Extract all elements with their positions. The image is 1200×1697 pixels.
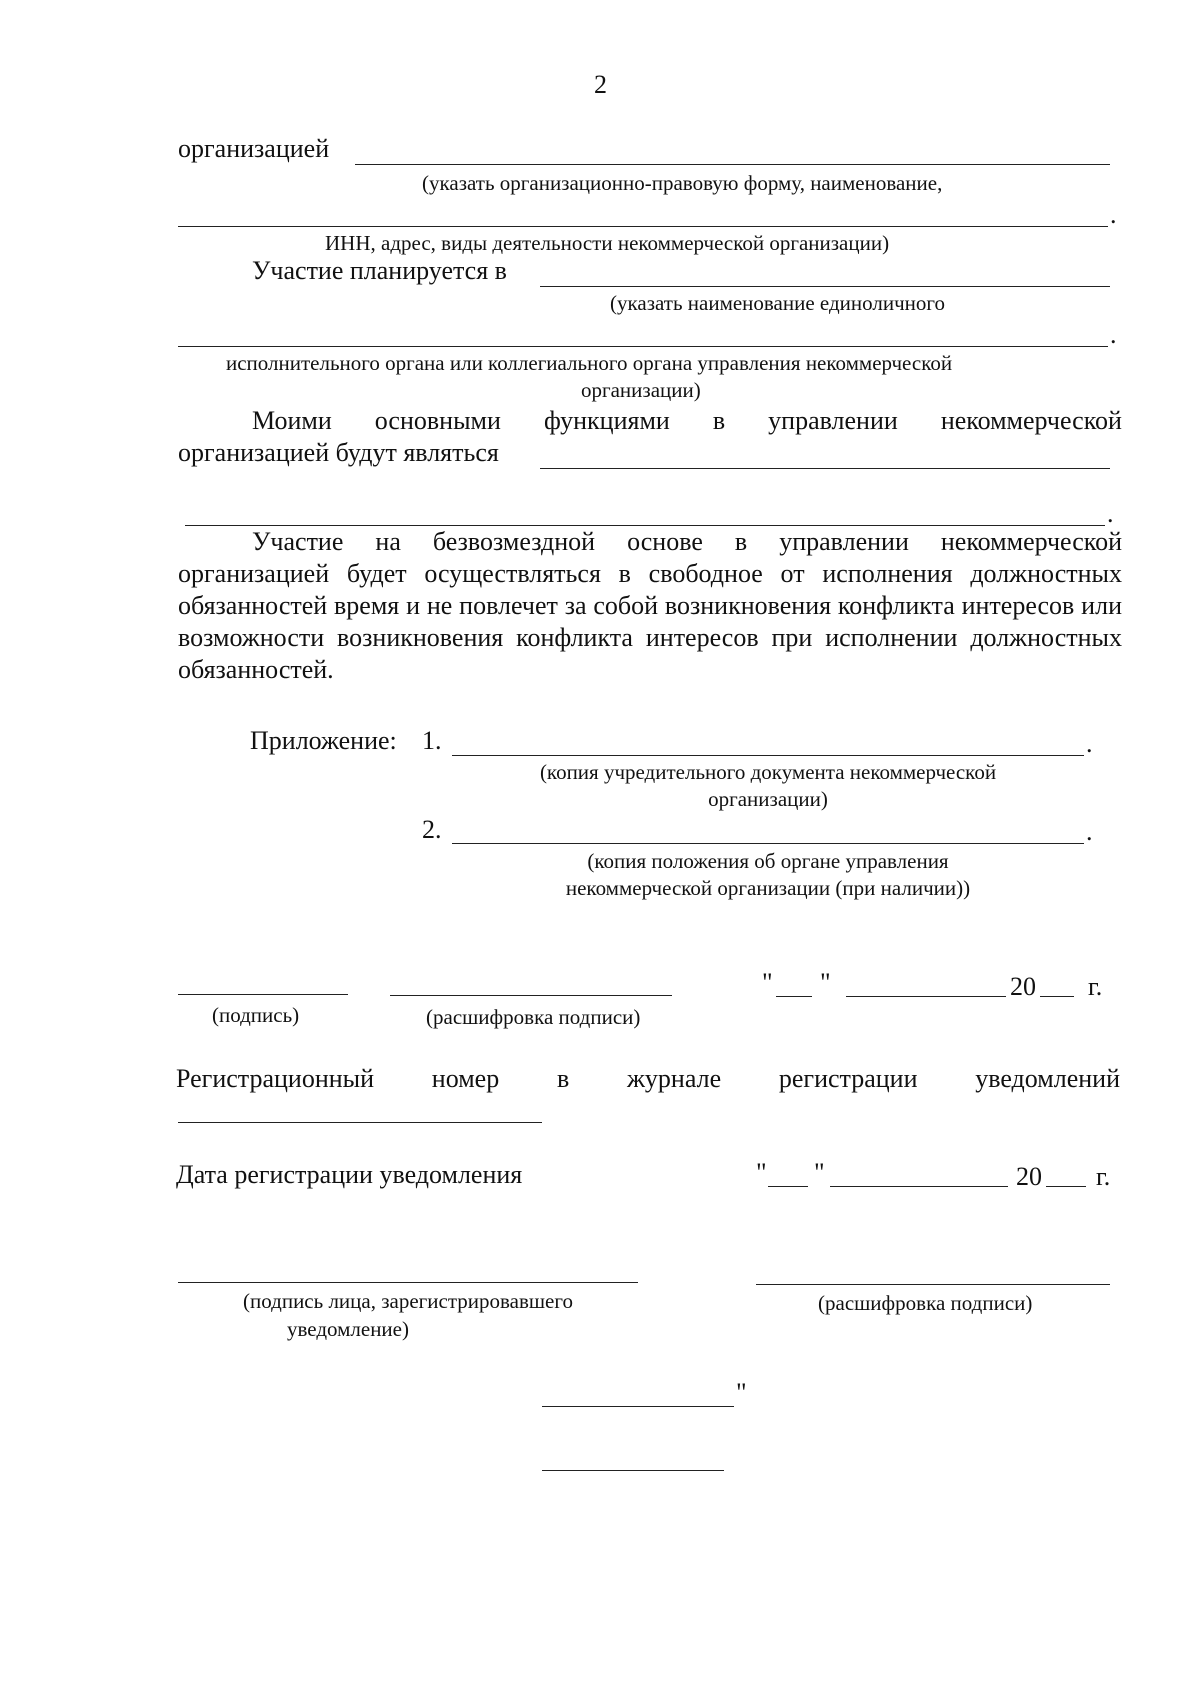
registration-word: в: [556, 1064, 570, 1093]
participation-fill-line-2[interactable]: [178, 346, 1108, 347]
appendix-2-hint-2: некоммерческой организации (при наличии)): [565, 876, 971, 900]
registrar-decoding-hint: (расшифровка подписи): [818, 1291, 1033, 1315]
registration-line: [176, 1064, 1120, 1094]
appendix-1-hint-2: организации): [708, 787, 828, 811]
org-fill-line-2[interactable]: [178, 226, 1108, 227]
registration-word: регистрации: [778, 1064, 918, 1093]
period-mark: .: [1086, 729, 1093, 758]
participation-label: Участие планируется в: [252, 256, 507, 285]
date-quote-close: ": [820, 968, 831, 997]
functions-word: некоммерческой: [940, 406, 1122, 435]
reg-date-year-suffix: г.: [1096, 1162, 1111, 1191]
functions-word: управлении: [768, 406, 898, 435]
main-paragraph: [178, 526, 1122, 686]
registration-date-label: Дата регистрации уведомления: [176, 1160, 523, 1189]
page-number: 2: [594, 70, 607, 99]
reg-date-quote-close: ": [814, 1158, 825, 1187]
hint-inn: ИНН, адрес, виды деятельности некоммерческой организации): [325, 231, 890, 255]
decoding-hint: (расшифровка подписи): [426, 1005, 641, 1029]
appendix-2-fill-line[interactable]: [452, 843, 1084, 844]
registration-number-fill-line[interactable]: [178, 1122, 542, 1123]
period-mark: .: [1110, 320, 1117, 349]
main-paragraph-text: Участие на безвозмездной основе в управлении некоммерческой организацией будет осуществляться в свободное от исполнения должностных обязанностей время и не повлечет за собой возникновения конфликта интересов или возможности возникновения конфликта интересов при исполнении должностных обязанностей.: [178, 527, 1122, 684]
functions-fill-line[interactable]: [540, 468, 1110, 469]
reg-date-year-prefix: 20: [1016, 1162, 1042, 1191]
functions-word: функциями: [543, 406, 670, 435]
functions-line-2: организацией будут являться: [178, 438, 499, 467]
reg-date-quote-open: ": [756, 1158, 767, 1187]
date-year-line[interactable]: [1040, 996, 1074, 997]
decoding-fill-line[interactable]: [390, 995, 672, 996]
hint-org-form: (указать организационно-правовую форму, наименование,: [422, 171, 943, 195]
hint-body-3: организации): [581, 378, 701, 402]
closing-quote: ": [736, 1378, 747, 1407]
reg-date-day-line[interactable]: [768, 1186, 808, 1187]
registration-word: уведомлений: [975, 1064, 1120, 1093]
period-mark: .: [1110, 200, 1117, 229]
functions-word: Моими: [252, 406, 332, 435]
reg-date-month-line[interactable]: [830, 1186, 1008, 1187]
appendix-1-hint-1: (копия учредительного документа некоммерческой: [539, 760, 997, 784]
registration-word: Регистрационный: [176, 1064, 375, 1093]
registration-word: журнале: [626, 1064, 722, 1093]
participation-fill-line[interactable]: [540, 286, 1110, 287]
appendix-2-number: 2.: [422, 815, 442, 844]
date-day-line[interactable]: [776, 996, 812, 997]
period-mark: .: [1107, 499, 1114, 528]
registrar-hint-2: уведомление): [286, 1317, 409, 1341]
period-mark: .: [1086, 817, 1093, 846]
registrar-hint-1: (подпись лица, зарегистрировавшего: [243, 1289, 573, 1313]
date-month-line[interactable]: [846, 996, 1006, 997]
registrar-signature-fill-line[interactable]: [178, 1282, 638, 1283]
date-year-prefix: 20: [1010, 972, 1036, 1001]
closing-line: [542, 1406, 734, 1407]
hint-body-2: исполнительного органа или коллегиального органа управления некоммерческой: [226, 351, 953, 375]
signature-hint: (подпись): [212, 1003, 300, 1027]
registration-word: номер: [431, 1064, 500, 1093]
date-quote-open: ": [762, 968, 773, 997]
signature-fill-line[interactable]: [178, 994, 348, 995]
functions-word: в: [712, 406, 726, 435]
appendix-label: Приложение:: [250, 726, 397, 755]
closing-short-line: [542, 1470, 724, 1471]
date-year-suffix: г.: [1088, 972, 1103, 1001]
appendix-1-fill-line[interactable]: [452, 755, 1084, 756]
reg-date-year-line[interactable]: [1046, 1186, 1086, 1187]
appendix-2-hint-1: (копия положения об органе управления: [587, 849, 949, 873]
functions-word: основными: [374, 406, 501, 435]
org-label: организацией: [178, 134, 330, 163]
org-fill-line[interactable]: [355, 164, 1110, 165]
functions-line: [252, 406, 1122, 436]
hint-body-1: (указать наименование единоличного: [610, 291, 945, 315]
registrar-decoding-fill-line[interactable]: [756, 1284, 1110, 1285]
appendix-1-number: 1.: [422, 726, 442, 755]
